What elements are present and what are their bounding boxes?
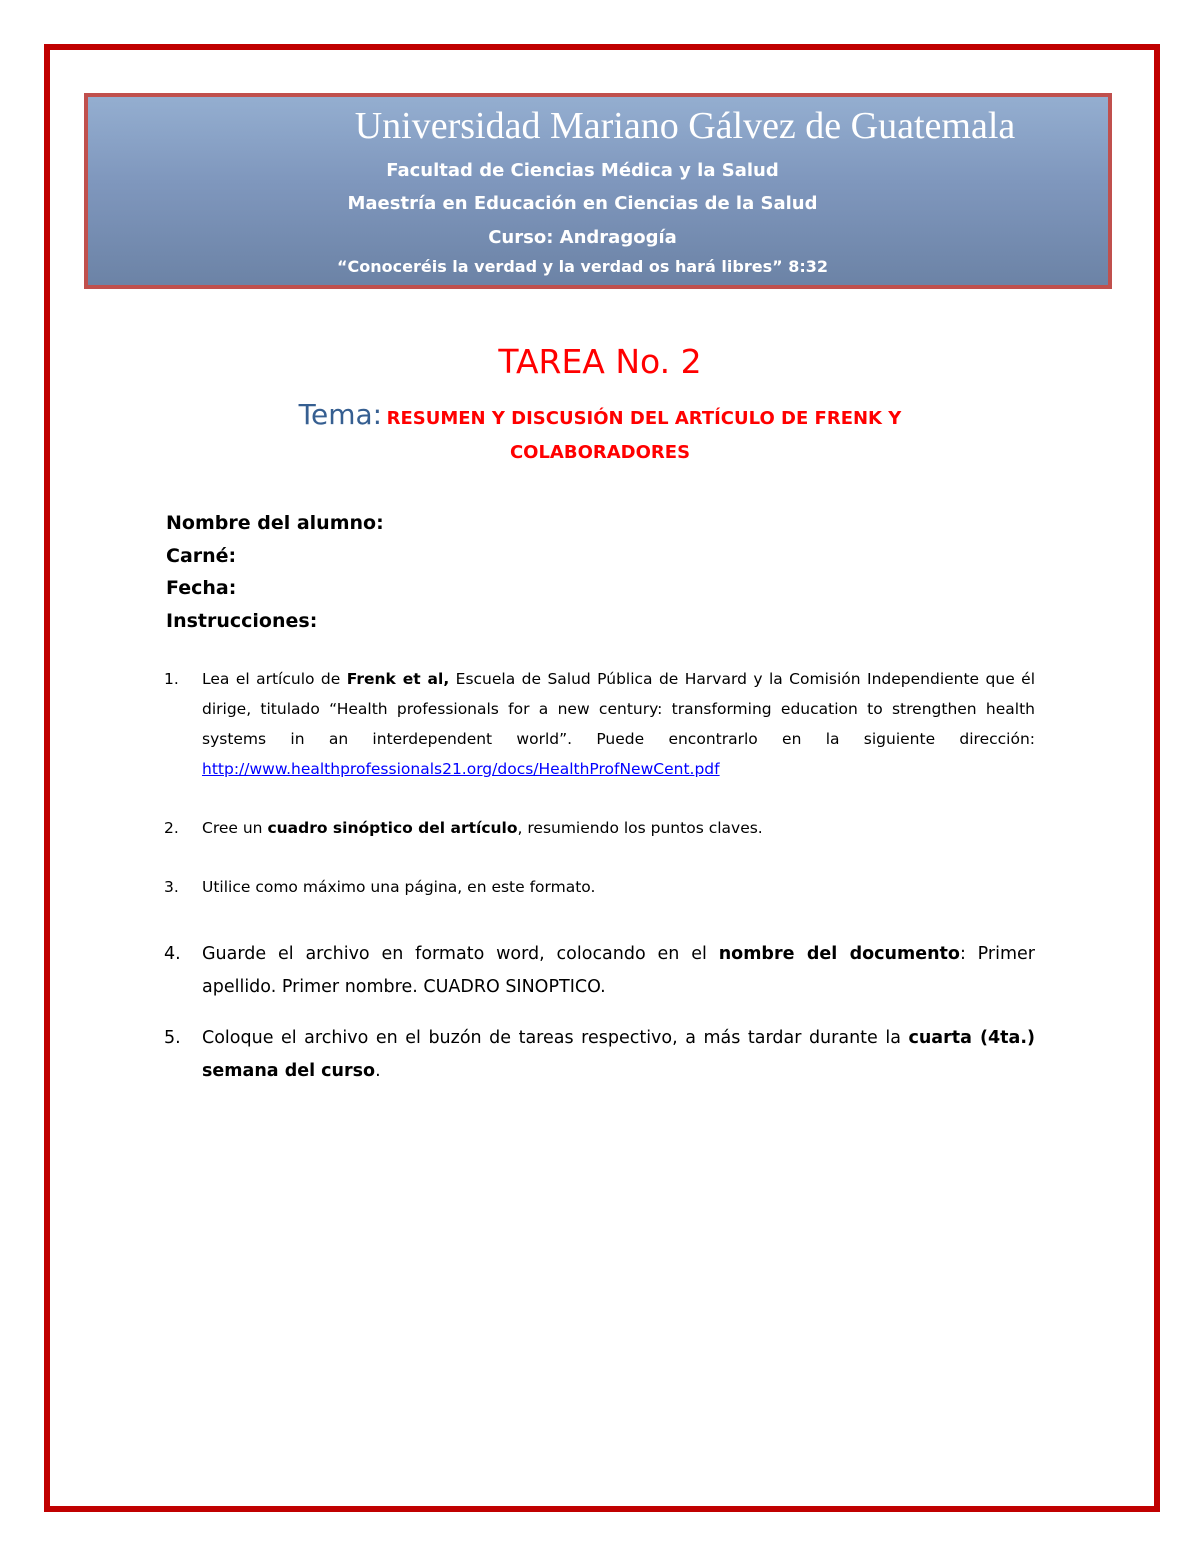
item-text: Coloque el archivo en el buzón de tareas respectivo, a más tardar durante la — [202, 1028, 909, 1048]
carne-label: Carné: — [166, 545, 237, 567]
item-bold-text: Frenk et al, — [346, 670, 450, 688]
item-text: Lea el artículo de — [202, 670, 347, 688]
item-text: . — [375, 1061, 381, 1081]
item-number: 3. — [164, 878, 179, 896]
item-text: : Primer apellido. Primer nombre. CUADRO SINOPTICO. — [202, 944, 1035, 997]
topic-text: RESUMEN Y DISCUSIÓN DEL ARTÍCULO DE FRENK Y — [386, 408, 902, 429]
item-text: Cree un — [202, 819, 268, 837]
item-bold-text: cuarta (4ta.) semana del curso — [202, 1028, 1035, 1081]
instructions-list — [160, 664, 1035, 1088]
item-number: 4. — [164, 944, 181, 964]
assignment-title: TAREA No. 2 — [498, 342, 702, 381]
item-text: , resumiendo los puntos claves. — [517, 819, 763, 837]
item-text: Escuela de Salud Pública de Harvard y la Comisión Independiente que él dirige, titulado “Health professionals for a new century: transforming education to strengthen health systems in an interdependent world”. Puede encontrarlo en la siguiente dirección: — [202, 670, 1035, 748]
motto-quote: “Conoceréis la verdad y la verdad os hará libres” 8:32 — [337, 257, 828, 276]
instruction-item — [160, 872, 1035, 902]
topic-label: Tema: — [298, 398, 383, 431]
instructions-label: Instrucciones: — [166, 610, 318, 632]
instruction-item — [160, 813, 1035, 843]
item-text: Utilice como máximo una página, en este formato. — [202, 878, 596, 896]
item-bold-text: nombre del documento — [718, 944, 960, 964]
instruction-item — [160, 938, 1035, 1004]
student-name-label: Nombre del alumno: — [166, 512, 384, 534]
item-number: 1. — [164, 670, 179, 688]
topic-text-continued: COLABORADORES — [509, 442, 691, 463]
date-label: Fecha: — [166, 577, 237, 599]
program-name: Maestría en Educación en Ciencias de la Salud — [347, 193, 818, 214]
item-number: 5. — [164, 1028, 181, 1048]
item-number: 2. — [164, 819, 179, 837]
university-title: Universidad Mariano Gálvez de Guatemala — [354, 105, 1016, 147]
article-link[interactable]: http://www.healthprofessionals21.org/docs/HealthProfNewCent.pdf — [202, 760, 720, 778]
topic-line — [0, 398, 1200, 431]
course-name: Curso: Andragogía — [488, 227, 677, 248]
instruction-item — [160, 664, 1035, 784]
item-text: Guarde el archivo en formato word, colocando en el — [202, 944, 719, 964]
instruction-item — [160, 1022, 1035, 1088]
item-bold-text: cuadro sinóptico del artículo — [267, 819, 518, 837]
faculty-name: Facultad de Ciencias Médica y la Salud — [386, 160, 779, 181]
